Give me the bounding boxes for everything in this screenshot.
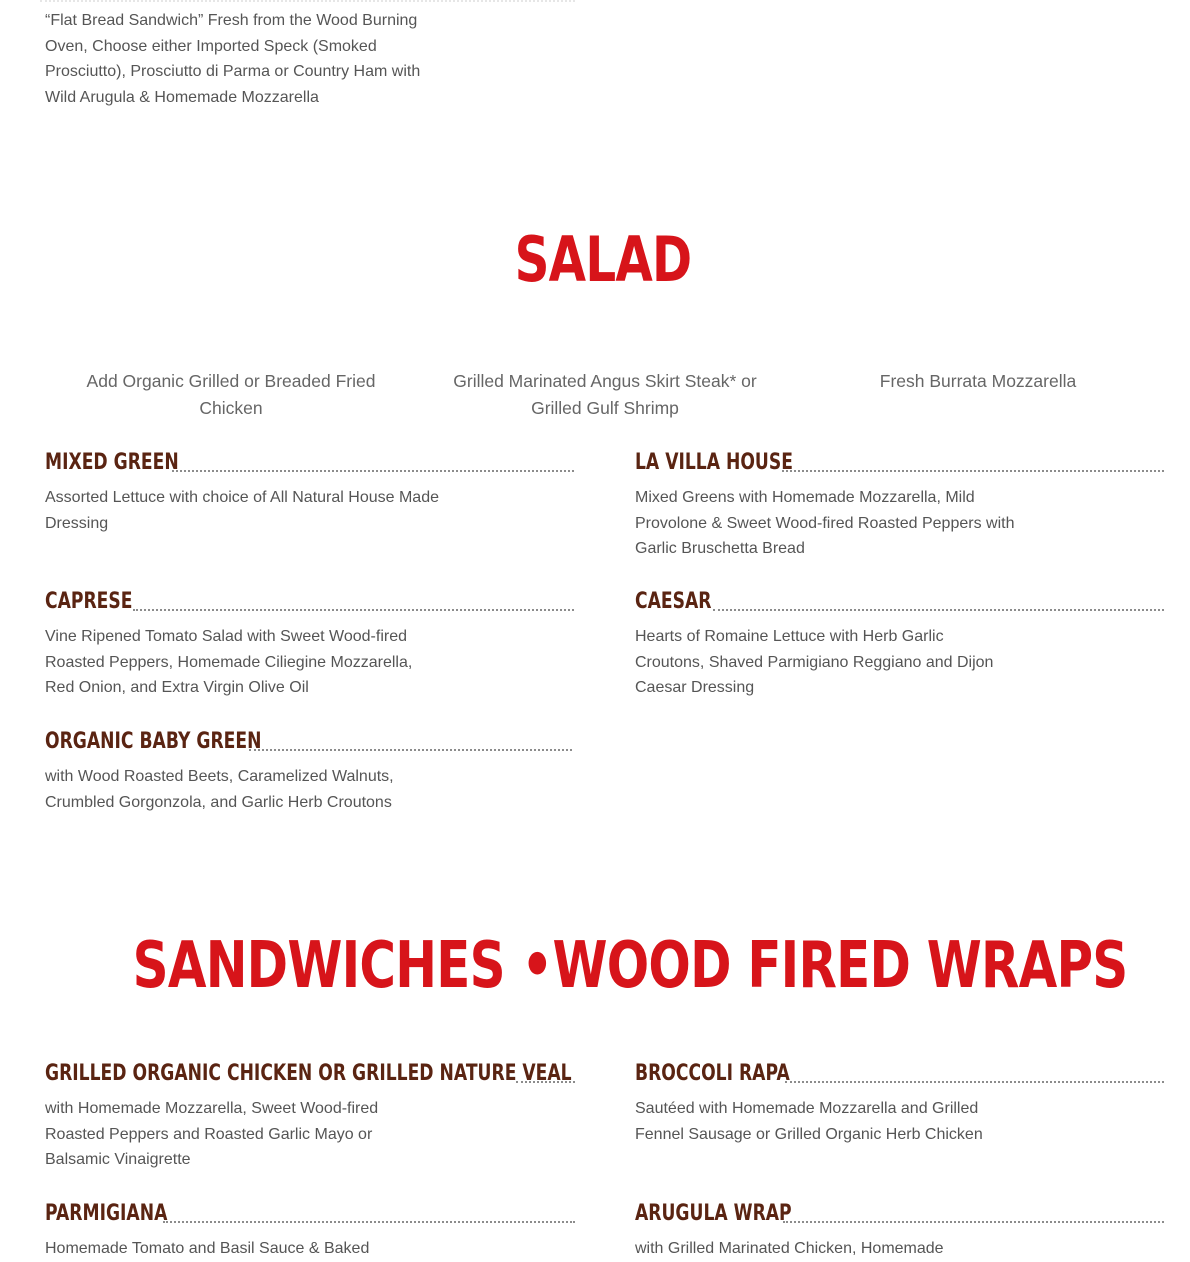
dotted-leader — [133, 609, 574, 613]
item-description: Sautéed with Homemade Mozzarella and Grilled Fennel Sausage or Grilled Organic Herb Chicken — [635, 1100, 983, 1143]
addon-burrata: Fresh Burrata Mozzarella — [879, 371, 1077, 391]
sandwiches-section-title: SANDWICHES •WOOD FIRED WRAPS — [132, 929, 1128, 1003]
flat-bread-description: “Flat Bread Sandwich” Fresh from the Wood Burning Oven, Choose either Imported Speck (Smoked Prosciutto), Prosciutto di Parma or Country Ham with Wild Arugula & Homemade Mozzarella — [45, 12, 421, 106]
dotted-leader — [516, 1081, 575, 1085]
item-name: LA VILLA HOUSE — [635, 450, 793, 475]
item-description: Mixed Greens with Homemade Mozzarella, Mild Provolone & Sweet Wood-fired Roasted Peppers with Garlic Bruschetta Bread — [635, 489, 1015, 557]
item-description: with Homemade Mozzarella, Sweet Wood-fired Roasted Peppers and Roasted Garlic Mayo or Balsamic Vinaigrette — [45, 1100, 379, 1168]
salad-section-title: SALAD — [514, 223, 692, 296]
item-name: GRILLED ORGANIC CHICKEN OR GRILLED NATURE VEAL — [45, 1061, 572, 1086]
item-description: with Grilled Marinated Chicken, Homemade — [635, 1240, 944, 1257]
item-description: Assorted Lettuce with choice of All Natural House Made Dressing — [45, 489, 439, 532]
dotted-leader — [172, 470, 574, 474]
dotted-leader — [785, 1081, 1164, 1085]
dotted-leader — [713, 609, 1164, 613]
item-name: ORGANIC BABY GREEN — [45, 729, 262, 754]
dotted-leader — [249, 749, 572, 753]
item-name: MIXED GREEN — [45, 450, 179, 475]
item-name: BROCCOLI RAPA — [635, 1061, 790, 1086]
item-name: CAESAR — [635, 589, 712, 614]
item-description: with Wood Roasted Beets, Caramelized Walnuts, Crumbled Gorgonzola, and Garlic Herb Croutons — [45, 768, 394, 811]
dotted-leader — [783, 1221, 1164, 1225]
item-name: PARMIGIANA — [45, 1201, 168, 1226]
item-name: CAPRESE — [45, 589, 133, 614]
item-name: ARUGULA WRAP — [635, 1201, 792, 1226]
dotted-leader — [163, 1221, 575, 1225]
dotted-leader — [782, 470, 1164, 474]
item-description: Homemade Tomato and Basil Sauce & Baked — [45, 1240, 370, 1257]
item-description: Hearts of Romaine Lettuce with Herb Garlic Croutons, Shaved Parmigiano Reggiano and Dijon Caesar Dressing — [635, 628, 994, 696]
menu-item-grilled-chicken-veal — [45, 1060, 720, 1088]
addon-steak-shrimp: Grilled Marinated Angus Skirt Steak* or Grilled Gulf Shrimp — [453, 371, 757, 418]
addon-chicken: Add Organic Grilled or Breaded Fried Chicken — [86, 371, 376, 418]
item-description: Vine Ripened Tomato Salad with Sweet Wood-fired Roasted Peppers, Homemade Ciliegine Mozzarella, Red Onion, and Extra Virgin Olive Oil — [45, 628, 413, 696]
top-divider — [40, 0, 575, 4]
